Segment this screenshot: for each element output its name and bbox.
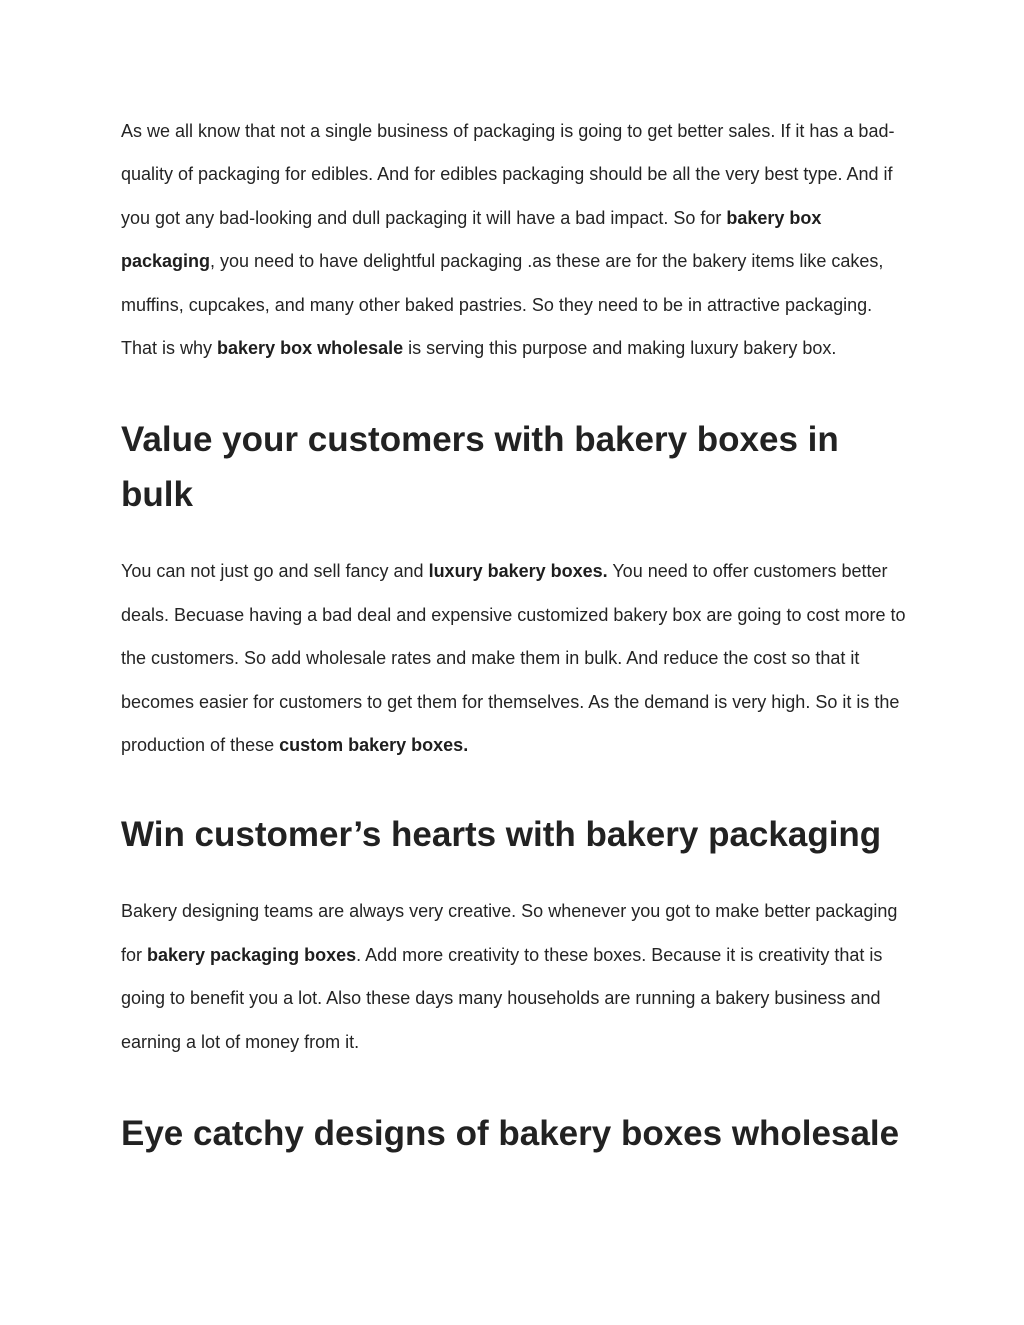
heading-value-customers: Value your customers with bakery boxes in bulk xyxy=(121,420,839,515)
document-page xyxy=(121,110,911,1161)
text-run: Bakery designing teams are always very creative. So whenever you got to make better packaging for xyxy=(121,901,898,965)
intro-paragraph xyxy=(121,110,911,370)
text-run: . Add more creativity to these boxes. Because it is creativity that is going to benefit you a lot. Also these days many households are running a bakery business and earning a lot of money from it. xyxy=(121,944,883,1052)
text-run: is serving this purpose and making luxury bakery box. xyxy=(403,338,837,359)
win-hearts-paragraph xyxy=(121,890,911,1064)
text-run: , you need to have delightful packaging .as these are for the bakery items like cakes, muffins, cupcakes, and many other baked pastries. So they need to be in attractive packaging. That is why xyxy=(121,251,884,359)
bold-term-bakery-box-packaging: bakery box packaging xyxy=(121,207,822,272)
value-customers-paragraph xyxy=(121,550,911,767)
heading-win-hearts: Win customer’s hearts with bakery packaging xyxy=(121,815,882,855)
bold-term-custom-bakery-boxes: custom bakery boxes. xyxy=(279,735,469,756)
heading-eye-catchy: Eye catchy designs of bakery boxes wholesale xyxy=(121,1114,900,1154)
bold-term-bakery-box-wholesale: bakery box wholesale xyxy=(217,338,404,359)
text-run: You can not just go and sell fancy and xyxy=(121,561,429,582)
bold-term-bakery-packaging-boxes: bakery packaging boxes xyxy=(147,944,357,965)
text-run: You need to offer customers better deals. Becuase having a bad deal and expensive customized bakery box are going to cost more to the customers. So add wholesale rates and make them in bulk. And reduce the cost so that it becomes easier for customers to get them for themselves. As the demand is very high. So it is the production of these xyxy=(121,561,906,756)
bold-term-luxury-bakery-boxes: luxury bakery boxes. xyxy=(428,561,608,582)
text-run: As we all know that not a single business of packaging is going to get better sales. If it has a bad-quality of packaging for edibles. And for edibles packaging should be all the very best type. And if you got any bad-looking and dull packaging it will have a bad impact. So for xyxy=(121,121,895,228)
